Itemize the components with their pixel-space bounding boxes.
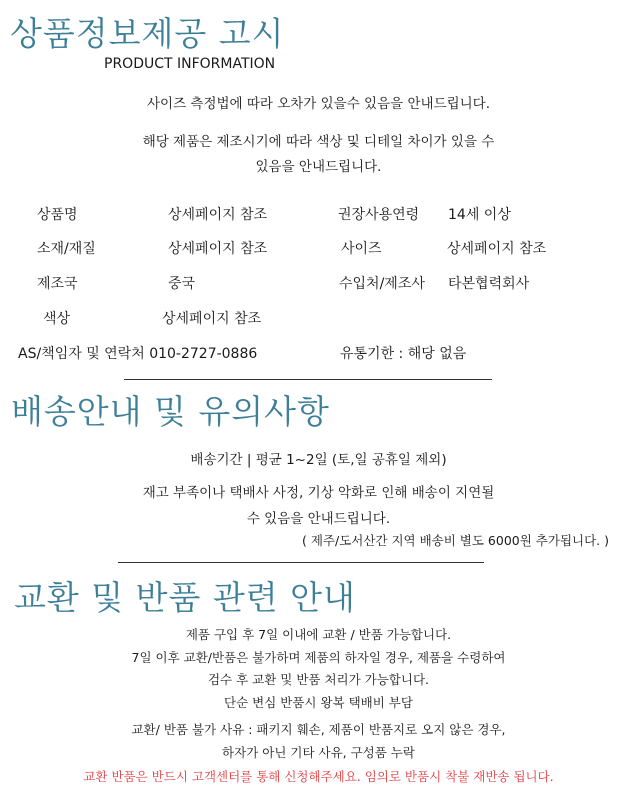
product-info-subtitle: PRODUCT INFORMATION	[104, 56, 276, 72]
returns-line: 단순 변심 반품시 왕복 택배비 부담	[224, 695, 413, 710]
row-value: 상세페이지 참조	[168, 207, 268, 223]
shipping-line: 재고 부족이나 택배사 사정, 기상 악화로 인해 배송이 지연될	[142, 485, 495, 501]
shipping-line: 수 있음을 안내드립니다.	[246, 511, 391, 527]
row-label: 권장사용연령	[338, 207, 420, 223]
returns-line: 제품 구입 후 7일 이내에 교환 / 반품 가능합니다.	[185, 627, 452, 642]
row-label: 색상	[43, 311, 71, 327]
note-line: 있음을 안내드립니다.	[255, 159, 382, 175]
row-value: 상세페이지 참조	[447, 241, 547, 257]
returns-not-allowed: 하자가 아닌 기타 사유, 구성품 누락	[222, 745, 415, 760]
row-value: 중국	[168, 276, 196, 292]
divider	[124, 379, 492, 380]
product-info-title: 상품정보제공 고시	[10, 14, 285, 53]
row-value: 14세 이상	[448, 207, 511, 223]
row-label: 수입처/제조사	[339, 276, 425, 292]
row-label: 사이즈	[341, 241, 382, 257]
shipping-title: 배송안내 및 유의사항	[11, 392, 330, 431]
row-value: 상세페이지 참조	[162, 311, 262, 327]
expiry-info: 유통기한 : 해당 없음	[340, 346, 467, 362]
divider	[118, 562, 484, 563]
note-line: 해당 제품은 제조시기에 따라 색상 및 디테일 차이가 있을 수	[142, 134, 495, 150]
row-value: 타본협력회사	[448, 276, 530, 292]
returns-line: 7일 이후 교환/반품은 불가하며 제품의 하자일 경우, 제품을 수령하여	[131, 650, 506, 665]
contact-info: AS/책임자 및 연락처 010-2727-0886	[18, 346, 258, 362]
note-line: 사이즈 측정법에 따라 오차가 있을수 있음을 안내드립니다.	[146, 96, 491, 112]
shipping-extra-fee: ( 제주/도서산간 지역 배송비 별도 6000원 추가됩니다. )	[302, 533, 609, 548]
returns-not-allowed: 교환/ 반품 불가 사유 : 패키지 훼손, 제품이 반품지로 오지 않은 경우,	[131, 722, 506, 737]
row-value: 상세페이지 참조	[168, 241, 268, 257]
returns-line: 검수 후 교환 및 반품 처리가 가능합니다.	[207, 672, 429, 687]
row-label: 상품명	[37, 207, 78, 223]
returns-title: 교환 및 반품 관련 안내	[14, 578, 356, 617]
row-label: 제조국	[37, 276, 78, 292]
returns-warning: 교환 반품은 반드시 고객센터를 통해 신청해주세요. 임의로 반품시 착불 재반송 됩니다.	[83, 769, 554, 784]
shipping-period: 배송기간 | 평균 1~2일 (토,일 공휴일 제외)	[190, 452, 447, 468]
row-label: 소재/재질	[37, 241, 96, 257]
